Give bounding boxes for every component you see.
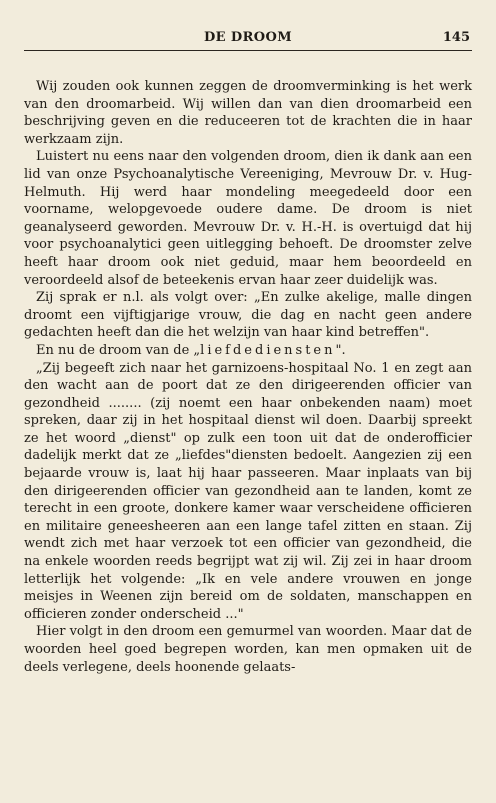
paragraph: „Zij begeeft zich naar het garnizoens-hospitaal No. 1 en zegt aan den wacht aan de poort dat ze den dirigeerenden officier van gezondheid ........ (zij noemt een haar onbekenden naam) moet spreken, daar zij in het hospitaal dienst wil doen. Daarbij spreekt ze het woord „dienst" op zulk een toon uit dat de onderofficier dadelijk merkt dat ze „liefdes"diensten bedoelt. Aangezien zij een bejaarde vrouw is, laat hij haar passeeren. Maar inplaats van bij den dirigeerenden officier van gezondheid aan te landen, komt ze terecht in een groote, donkere kamer waar verscheidene officieren en militaire geneesheeren aan een lange tafel zitten en staan. Zij wendt zich met haar verzoek tot een officier van gezondheid, die na enkele woorden reeds begrijpt wat zij wil. Zij zei in haar droom letterlijk het volgende: „Ik en vele andere vrouwen en jonge meisjes in Weenen zijn bereid om de soldaten, manschappen en officieren zonder onderscheid ..." [24, 360, 472, 622]
page-header [24, 26, 472, 46]
paragraph-suffix: ". [335, 342, 346, 358]
running-title: DE DROOM [203, 30, 293, 45]
header-rule [24, 50, 472, 51]
paragraph: Wij zouden ook kunnen zeggen de droomverminking is het werk van den droomarbeid. Wij willen dan van dien droomarbeid een beschrijving geven en die reduceeren tot de krachten die in haar werkzaam zijn. [24, 79, 472, 147]
paragraph [24, 342, 472, 360]
body-text [24, 78, 472, 676]
spaced-emphasis: liefdediensten [200, 342, 336, 358]
paragraph-prefix: En nu de droom van de „ [36, 342, 201, 358]
paragraph: Hier volgt in den droom een gemurmel van woorden. Maar dat de woorden heel goed begrepen worden, kan men opmaken uit de deels verlegene, deels hoonende gelaats- [24, 624, 472, 675]
paragraph: Zij sprak er n.l. als volgt over: „En zulke akelige, malle dingen droomt een vijftigjarige vrouw, die dag en nacht geen andere gedachten heeft dan die het welzijn van haar kind betreffen". [24, 290, 472, 341]
paragraph: Luistert nu eens naar den volgenden droom, dien ik dank aan een lid van onze Psychoanalytische Vereeniging, Mevrouw Dr. v. Hug-Helmuth. Hij werd haar mondeling meegedeeld door een voorname, welopgevoede oudere dame. De droom is niet geanalyseerd geworden. Mevrouw Dr. v. H.-H. is overtuigd dat hij voor psychoanalytici geen uitlegging behoeft. De droomster zelve heeft haar droom ook niet geduid, maar hem beoordeeld en veroordeeld alsof de beteekenis ervan haar zeer duidelijk was. [24, 149, 472, 288]
page-number: 145 [442, 30, 470, 45]
